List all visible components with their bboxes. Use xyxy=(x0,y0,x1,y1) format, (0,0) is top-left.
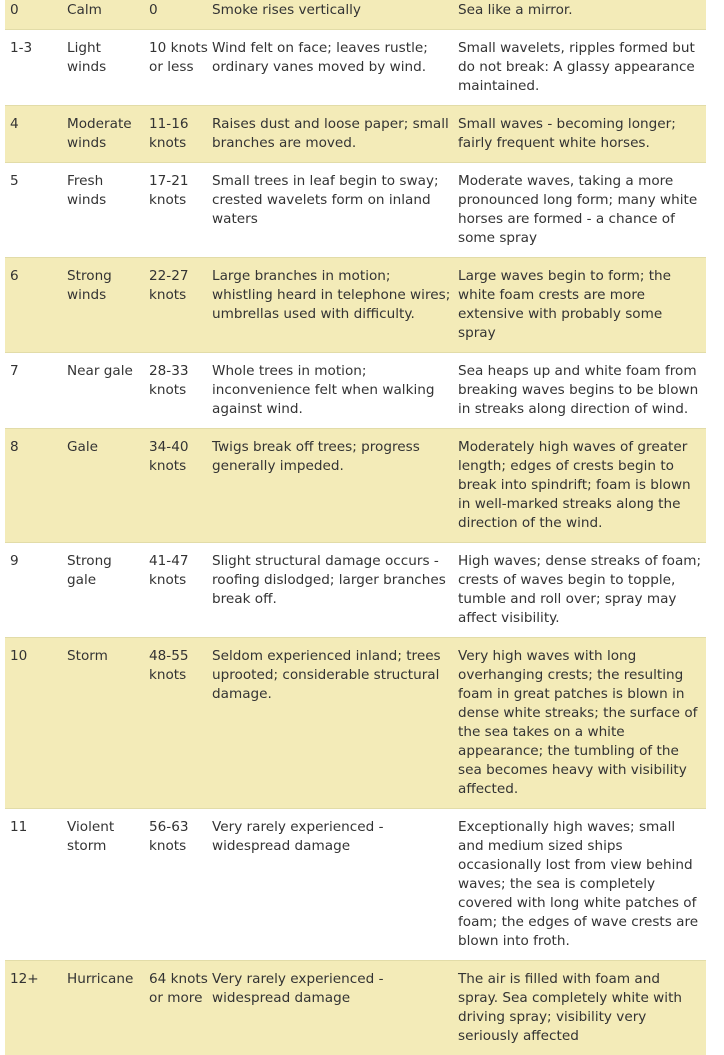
sea-effects-cell: High waves; dense streaks of foam; crests of waves begin to topple, tumble and roll over; spray may affect visibility. xyxy=(453,543,706,638)
speed-cell: 0 xyxy=(147,0,209,30)
force-cell: 0 xyxy=(5,0,64,30)
table-row xyxy=(5,258,706,353)
force-cell: 8 xyxy=(5,429,64,543)
speed-cell: 11-16 knots xyxy=(147,106,209,163)
sea-effects-cell: Moderate waves, taking a more pronounced long form; many white horses are formed - a chance of some spray xyxy=(453,163,706,258)
table-row xyxy=(5,638,706,809)
land-effects-cell: Raises dust and loose paper; small branches are moved. xyxy=(209,106,453,163)
speed-cell: 10 knots or less xyxy=(147,30,209,106)
sea-effects-cell: The air is filled with foam and spray. Sea completely white with driving spray; visibility very seriously affected xyxy=(453,961,706,1055)
land-effects-cell: Whole trees in motion; inconvenience felt when walking against wind. xyxy=(209,353,453,429)
speed-cell: 56-63 knots xyxy=(147,809,209,961)
description-cell: Hurricane xyxy=(64,961,147,1055)
sea-effects-cell: Small waves - becoming longer; fairly frequent white horses. xyxy=(453,106,706,163)
table-row xyxy=(5,106,706,163)
land-effects-cell: Very rarely experienced - widespread damage xyxy=(209,961,453,1055)
table-body xyxy=(5,0,706,1055)
speed-cell: 28-33 knots xyxy=(147,353,209,429)
land-effects-cell: Twigs break off trees; progress generally impeded. xyxy=(209,429,453,543)
speed-cell: 22-27 knots xyxy=(147,258,209,353)
force-cell: 1-3 xyxy=(5,30,64,106)
description-cell: Strong gale xyxy=(64,543,147,638)
description-cell: Calm xyxy=(64,0,147,30)
table-row xyxy=(5,543,706,638)
sea-effects-cell: Sea like a mirror. xyxy=(453,0,706,30)
description-cell: Moderate winds xyxy=(64,106,147,163)
description-cell: Storm xyxy=(64,638,147,809)
force-cell: 7 xyxy=(5,353,64,429)
land-effects-cell: Large branches in motion; whistling heard in telephone wires; umbrellas used with difficulty. xyxy=(209,258,453,353)
force-cell: 9 xyxy=(5,543,64,638)
table-row xyxy=(5,961,706,1055)
land-effects-cell: Slight structural damage occurs - roofing dislodged; larger branches break off. xyxy=(209,543,453,638)
land-effects-cell: Wind felt on face; leaves rustle; ordinary vanes moved by wind. xyxy=(209,30,453,106)
land-effects-cell: Small trees in leaf begin to sway; crested wavelets form on inland waters xyxy=(209,163,453,258)
force-cell: 12+ xyxy=(5,961,64,1055)
beaufort-scale-table xyxy=(5,0,706,1055)
land-effects-cell: Seldom experienced inland; trees uprooted; considerable structural damage. xyxy=(209,638,453,809)
speed-cell: 34-40 knots xyxy=(147,429,209,543)
sea-effects-cell: Sea heaps up and white foam from breaking waves begins to be blown in streaks along direction of wind. xyxy=(453,353,706,429)
description-cell: Violent storm xyxy=(64,809,147,961)
table-row xyxy=(5,30,706,106)
beaufort-scale-table-container xyxy=(5,0,706,1055)
speed-cell: 48-55 knots xyxy=(147,638,209,809)
description-cell: Fresh winds xyxy=(64,163,147,258)
description-cell: Strong winds xyxy=(64,258,147,353)
sea-effects-cell: Exceptionally high waves; small and medium sized ships occasionally lost from view behind waves; the sea is completely covered with long white patches of foam; the edges of wave crests are blown into froth. xyxy=(453,809,706,961)
land-effects-cell: Smoke rises vertically xyxy=(209,0,453,30)
description-cell: Near gale xyxy=(64,353,147,429)
speed-cell: 17-21 knots xyxy=(147,163,209,258)
sea-effects-cell: Moderately high waves of greater length; edges of crests begin to break into spindrift; foam is blown in well-marked streaks along the direction of the wind. xyxy=(453,429,706,543)
table-row xyxy=(5,353,706,429)
speed-cell: 64 knots or more xyxy=(147,961,209,1055)
force-cell: 6 xyxy=(5,258,64,353)
description-cell: Light winds xyxy=(64,30,147,106)
force-cell: 11 xyxy=(5,809,64,961)
table-row xyxy=(5,163,706,258)
description-cell: Gale xyxy=(64,429,147,543)
force-cell: 10 xyxy=(5,638,64,809)
sea-effects-cell: Small wavelets, ripples formed but do not break: A glassy appearance maintained. xyxy=(453,30,706,106)
table-row xyxy=(5,0,706,30)
speed-cell: 41-47 knots xyxy=(147,543,209,638)
sea-effects-cell: Very high waves with long overhanging crests; the resulting foam in great patches is blown in dense white streaks; the surface of the sea takes on a white appearance; the tumbling of the sea becomes heavy with visibility affected. xyxy=(453,638,706,809)
sea-effects-cell: Large waves begin to form; the white foam crests are more extensive with probably some spray xyxy=(453,258,706,353)
table-row xyxy=(5,429,706,543)
force-cell: 5 xyxy=(5,163,64,258)
force-cell: 4 xyxy=(5,106,64,163)
land-effects-cell: Very rarely experienced - widespread damage xyxy=(209,809,453,961)
